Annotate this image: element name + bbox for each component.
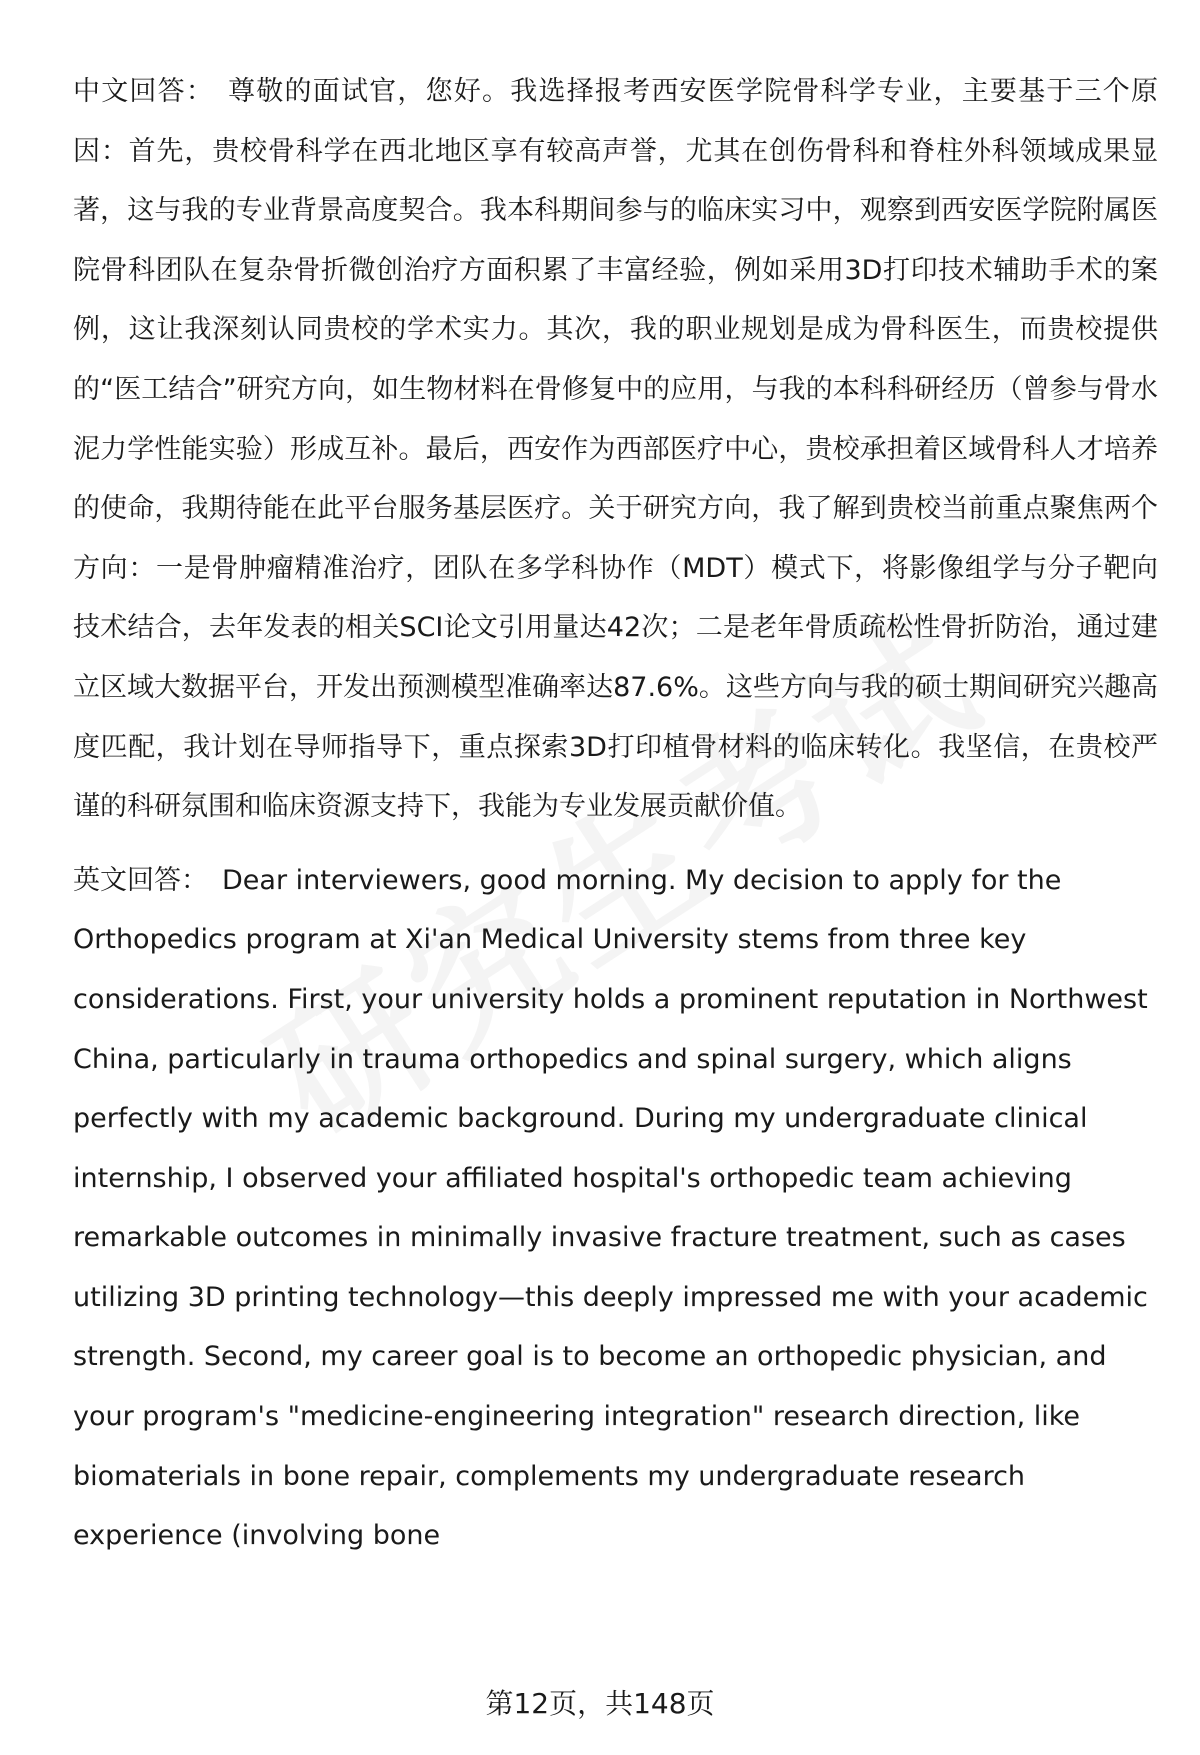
chinese-answer-text: 尊敬的面试官，您好。我选择报考西安医学院骨科学专业，主要基于三个原因：首先，贵校骨科学在西北地区享有较高声誉，尤其在创伤骨科和脊柱外科领域成果显著，这与我的专业背景高度契合。我本科期间参与的临床实习中，观察到西安医学院附属医院骨科团队在复杂骨折微创治疗方面积累了丰富经验，例如采用3D打印技术辅助手术的案例，这让我深刻认同贵校的学术实力。其次，我的职业规划是成为骨科医生，而贵校提供的“医工结合”研究方向，如生物材料在骨修复中的应用，与我的本科科研经历（曾参与骨水泥力学性能实验）形成互补。最后，西安作为西部医疗中心，贵校承担着区域骨科人才培养的使命，我期待能在此平台服务基层医疗。关于研究方向，我了解到贵校当前重点聚焦两个方向：一是骨肿瘤精准治疗，团队在多学科协作（MDT）模式下，将影像组学与分子靶向技术结合，去年发表的相关SCI论文引用量达42次；二是老年骨质疏松性骨折防治，通过建立区域大数据平台，开发出预测模型准确率达87.6%。这些方向与我的硕士期间研究兴趣高度匹配，我计划在导师指导下，重点探索3D打印植骨材料的临床转化。我坚信，在贵校严谨的科研氛围和临床资源支持下，我能为专业发展贡献价值。 [73,76,1159,823]
document-body [73,62,1158,1566]
chinese-answer-label: 中文回答： [73,76,215,107]
english-answer-text: Dear interviewers, good morning. My decision to apply for the Orthopedics program at Xi'an Medical University stems from three key considerations. First, your university holds a prominent reputation in Northwest China, particularly in trauma orthopedics and spinal surgery, which aligns perfectly with my academic background. During my undergraduate clinical internship, I observed your affiliated hospital's orthopedic team achieving remarkable outcomes in minimally invasive fracture treatment, such as cases utilizing 3D printing technology—this deeply impressed me with your academic strength. Second, my career goal is to become an orthopedic physician, and your program's "medicine-engineering integration" research direction, like biomaterials in bone repair, complements my undergraduate research experience (involving bone [73,864,1148,1552]
chinese-answer-paragraph [73,62,1158,837]
page-number-footer: 第12页，共148页 [485,1687,715,1720]
english-answer-label: 英文回答： [73,864,208,896]
english-answer-paragraph [73,851,1158,1566]
